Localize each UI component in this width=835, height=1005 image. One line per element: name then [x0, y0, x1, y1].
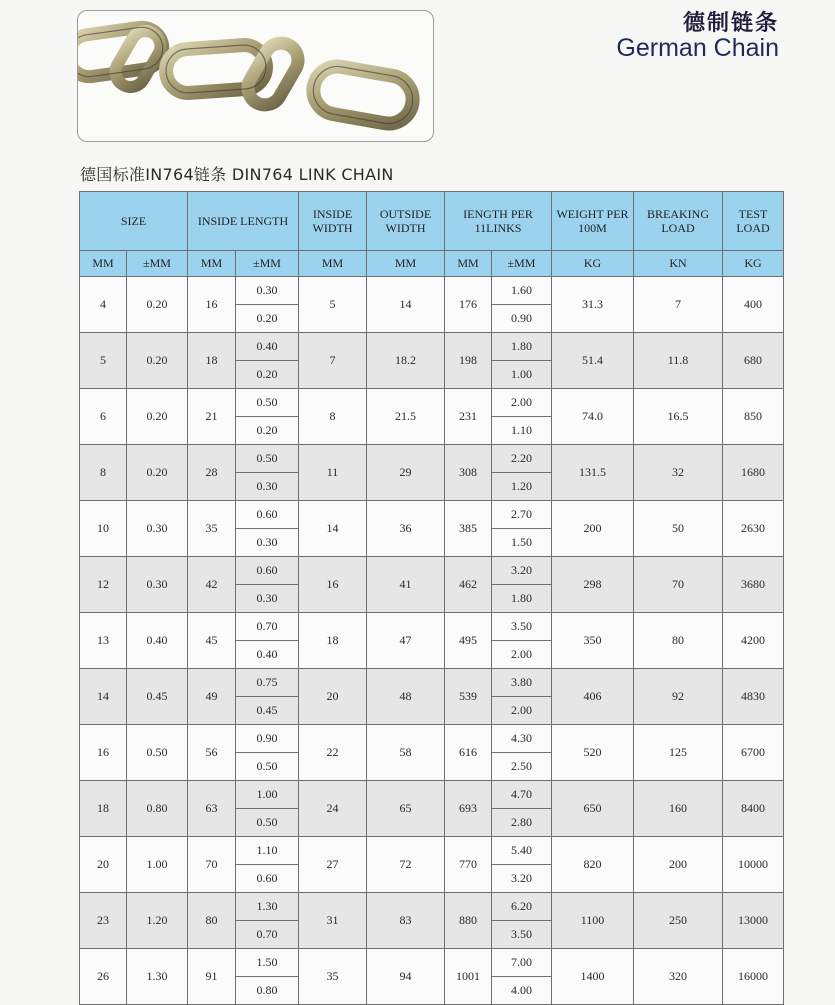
cell-breaking-load: 11.8	[634, 333, 723, 389]
cell-inside-width: 24	[299, 781, 367, 837]
cell-inside-width: 8	[299, 389, 367, 445]
cell-size: 18	[80, 781, 127, 837]
cell-length-tol-lower: 3.50	[492, 921, 552, 949]
cell-inside-length-tol-upper: 1.10	[236, 837, 299, 865]
table-row	[80, 725, 784, 753]
cell-size: 12	[80, 557, 127, 613]
cell-length-tol-upper: 4.70	[492, 781, 552, 809]
table-row	[80, 949, 784, 977]
unit-size-tol: ±MM	[127, 251, 188, 277]
cell-size: 14	[80, 669, 127, 725]
table-row	[80, 277, 784, 305]
header-row-titles	[80, 192, 784, 251]
cell-outside-width: 18.2	[367, 333, 445, 389]
chain-links-photo	[78, 11, 433, 141]
cell-weight: 406	[552, 669, 634, 725]
table-row	[80, 613, 784, 641]
cell-size-tolerance: 0.20	[127, 389, 188, 445]
cell-weight: 1100	[552, 893, 634, 949]
cell-outside-width: 83	[367, 893, 445, 949]
cell-length-tol-lower: 2.50	[492, 753, 552, 781]
cell-size: 26	[80, 949, 127, 1005]
cell-inside-length: 49	[188, 669, 236, 725]
cell-length-tol-lower: 1.80	[492, 585, 552, 613]
brand-title-english: German Chain	[616, 34, 779, 62]
cell-inside-length: 21	[188, 389, 236, 445]
cell-test-load: 4830	[723, 669, 784, 725]
cell-length-tol-lower: 3.20	[492, 865, 552, 893]
cell-outside-width: 58	[367, 725, 445, 781]
table-title: 德国标准IN764链条 DIN764 LINK CHAIN	[80, 165, 394, 184]
cell-inside-length-tol-lower: 0.40	[236, 641, 299, 669]
cell-outside-width: 29	[367, 445, 445, 501]
cell-breaking-load: 160	[634, 781, 723, 837]
cell-length-tol-lower: 1.00	[492, 361, 552, 389]
unit-len-mm: MM	[445, 251, 492, 277]
table-row	[80, 501, 784, 529]
cell-inside-width: 16	[299, 557, 367, 613]
cell-inside-width: 20	[299, 669, 367, 725]
cell-test-load: 2630	[723, 501, 784, 557]
cell-test-load: 850	[723, 389, 784, 445]
cell-weight: 520	[552, 725, 634, 781]
cell-length-tol-upper: 1.80	[492, 333, 552, 361]
header-row-units	[80, 251, 784, 277]
cell-length-tol-upper: 7.00	[492, 949, 552, 977]
cell-size: 5	[80, 333, 127, 389]
cell-inside-length-tol-upper: 0.90	[236, 725, 299, 753]
col-inside-width-header: INSIDE WIDTH	[299, 192, 367, 251]
col-outside-width-header: OUTSIDE WIDTH	[367, 192, 445, 251]
cell-length-tol-lower: 1.50	[492, 529, 552, 557]
cell-size: 13	[80, 613, 127, 669]
cell-breaking-load: 320	[634, 949, 723, 1005]
table-row	[80, 837, 784, 865]
cell-test-load: 3680	[723, 557, 784, 613]
cell-inside-width: 5	[299, 277, 367, 333]
cell-size: 20	[80, 837, 127, 893]
cell-weight: 51.4	[552, 333, 634, 389]
cell-weight: 74.0	[552, 389, 634, 445]
cell-inside-length-tol-lower: 0.50	[236, 809, 299, 837]
cell-inside-length-tol-lower: 0.30	[236, 585, 299, 613]
cell-size-tolerance: 1.20	[127, 893, 188, 949]
cell-inside-width: 31	[299, 893, 367, 949]
cell-inside-length-tol-lower: 0.50	[236, 753, 299, 781]
cell-inside-length-tol-lower: 0.20	[236, 417, 299, 445]
cell-length-per-11: 231	[445, 389, 492, 445]
col-size-header: SIZE	[80, 192, 188, 251]
cell-size-tolerance: 0.20	[127, 445, 188, 501]
cell-length-tol-lower: 4.00	[492, 977, 552, 1005]
unit-breaking: KN	[634, 251, 723, 277]
cell-test-load: 680	[723, 333, 784, 389]
cell-inside-width: 11	[299, 445, 367, 501]
cell-inside-width: 7	[299, 333, 367, 389]
cell-outside-width: 36	[367, 501, 445, 557]
cell-inside-length-tol-upper: 1.50	[236, 949, 299, 977]
cell-breaking-load: 200	[634, 837, 723, 893]
cell-weight: 1400	[552, 949, 634, 1005]
cell-length-tol-upper: 5.40	[492, 837, 552, 865]
cell-outside-width: 48	[367, 669, 445, 725]
cell-length-tol-upper: 6.20	[492, 893, 552, 921]
cell-inside-length-tol-upper: 0.60	[236, 501, 299, 529]
unit-il-tol: ±MM	[236, 251, 299, 277]
cell-inside-length-tol-upper: 1.30	[236, 893, 299, 921]
cell-inside-length-tol-lower: 0.20	[236, 305, 299, 333]
cell-breaking-load: 250	[634, 893, 723, 949]
cell-weight: 31.3	[552, 277, 634, 333]
cell-length-tol-upper: 3.50	[492, 613, 552, 641]
cell-size: 23	[80, 893, 127, 949]
cell-inside-length-tol-upper: 0.50	[236, 389, 299, 417]
table-row	[80, 333, 784, 361]
cell-inside-length-tol-upper: 0.75	[236, 669, 299, 697]
cell-breaking-load: 32	[634, 445, 723, 501]
table-row	[80, 445, 784, 473]
cell-test-load: 8400	[723, 781, 784, 837]
unit-len-tol: ±MM	[492, 251, 552, 277]
cell-length-tol-upper: 3.20	[492, 557, 552, 585]
cell-length-per-11: 539	[445, 669, 492, 725]
cell-inside-width: 22	[299, 725, 367, 781]
cell-test-load: 4200	[723, 613, 784, 669]
cell-weight: 820	[552, 837, 634, 893]
cell-outside-width: 47	[367, 613, 445, 669]
cell-length-tol-upper: 2.00	[492, 389, 552, 417]
unit-size-mm: MM	[80, 251, 127, 277]
cell-weight: 298	[552, 557, 634, 613]
cell-outside-width: 41	[367, 557, 445, 613]
cell-breaking-load: 80	[634, 613, 723, 669]
cell-length-per-11: 616	[445, 725, 492, 781]
cell-inside-length-tol-upper: 0.60	[236, 557, 299, 585]
cell-weight: 131.5	[552, 445, 634, 501]
cell-inside-width: 35	[299, 949, 367, 1005]
cell-outside-width: 72	[367, 837, 445, 893]
cell-inside-length: 45	[188, 613, 236, 669]
brand-title-chinese: 德制链条	[682, 11, 779, 36]
cell-length-tol-lower: 2.00	[492, 697, 552, 725]
cell-length-per-11: 693	[445, 781, 492, 837]
cell-length-tol-upper: 2.20	[492, 445, 552, 473]
cell-length-per-11: 176	[445, 277, 492, 333]
cell-size: 16	[80, 725, 127, 781]
cell-inside-length: 91	[188, 949, 236, 1005]
cell-inside-length-tol-upper: 0.50	[236, 445, 299, 473]
col-weight-header: WEIGHT PER 100M	[552, 192, 634, 251]
cell-outside-width: 94	[367, 949, 445, 1005]
cell-inside-length-tol-upper: 0.40	[236, 333, 299, 361]
cell-length-tol-lower: 0.90	[492, 305, 552, 333]
cell-outside-width: 21.5	[367, 389, 445, 445]
col-inside-length-header: INSIDE LENGTH	[188, 192, 299, 251]
cell-inside-width: 27	[299, 837, 367, 893]
cell-inside-length-tol-lower: 0.45	[236, 697, 299, 725]
cell-length-tol-lower: 1.20	[492, 473, 552, 501]
cell-weight: 650	[552, 781, 634, 837]
cell-size-tolerance: 0.30	[127, 557, 188, 613]
cell-inside-width: 14	[299, 501, 367, 557]
chain-spec-table	[79, 191, 784, 1005]
unit-iw-mm: MM	[299, 251, 367, 277]
cell-size-tolerance: 1.00	[127, 837, 188, 893]
cell-inside-length-tol-lower: 0.70	[236, 921, 299, 949]
cell-inside-length-tol-lower: 0.30	[236, 473, 299, 501]
cell-inside-length: 18	[188, 333, 236, 389]
cell-inside-length-tol-lower: 0.80	[236, 977, 299, 1005]
cell-size-tolerance: 1.30	[127, 949, 188, 1005]
cell-inside-length: 63	[188, 781, 236, 837]
cell-test-load: 10000	[723, 837, 784, 893]
col-test-load-header: TEST LOAD	[723, 192, 784, 251]
cell-test-load: 16000	[723, 949, 784, 1005]
cell-outside-width: 14	[367, 277, 445, 333]
unit-weight: KG	[552, 251, 634, 277]
cell-size-tolerance: 0.80	[127, 781, 188, 837]
cell-size-tolerance: 0.30	[127, 501, 188, 557]
table-row	[80, 557, 784, 585]
cell-weight: 200	[552, 501, 634, 557]
cell-size: 8	[80, 445, 127, 501]
cell-size-tolerance: 0.20	[127, 277, 188, 333]
cell-inside-length: 80	[188, 893, 236, 949]
cell-size-tolerance: 0.45	[127, 669, 188, 725]
cell-breaking-load: 16.5	[634, 389, 723, 445]
cell-length-tol-lower: 1.10	[492, 417, 552, 445]
cell-breaking-load: 70	[634, 557, 723, 613]
cell-inside-width: 18	[299, 613, 367, 669]
unit-il-mm: MM	[188, 251, 236, 277]
cell-length-per-11: 385	[445, 501, 492, 557]
cell-length-per-11: 462	[445, 557, 492, 613]
cell-length-per-11: 198	[445, 333, 492, 389]
col-length-per-11-header: IENGTH PER 11LINKS	[445, 192, 552, 251]
cell-inside-length: 35	[188, 501, 236, 557]
cell-inside-length-tol-lower: 0.60	[236, 865, 299, 893]
cell-test-load: 1680	[723, 445, 784, 501]
cell-length-tol-upper: 4.30	[492, 725, 552, 753]
cell-test-load: 6700	[723, 725, 784, 781]
cell-inside-length: 28	[188, 445, 236, 501]
cell-size: 4	[80, 277, 127, 333]
cell-breaking-load: 7	[634, 277, 723, 333]
cell-test-load: 400	[723, 277, 784, 333]
cell-inside-length-tol-upper: 1.00	[236, 781, 299, 809]
cell-length-per-11: 1001	[445, 949, 492, 1005]
cell-inside-length: 42	[188, 557, 236, 613]
cell-inside-length-tol-lower: 0.30	[236, 529, 299, 557]
chain-photo	[77, 10, 434, 142]
cell-breaking-load: 92	[634, 669, 723, 725]
unit-test: KG	[723, 251, 784, 277]
cell-size-tolerance: 0.40	[127, 613, 188, 669]
table-row	[80, 781, 784, 809]
cell-inside-length: 16	[188, 277, 236, 333]
cell-size: 6	[80, 389, 127, 445]
cell-length-per-11: 308	[445, 445, 492, 501]
unit-ow-mm: MM	[367, 251, 445, 277]
cell-size: 10	[80, 501, 127, 557]
cell-length-tol-upper: 1.60	[492, 277, 552, 305]
cell-inside-length-tol-upper: 0.30	[236, 277, 299, 305]
cell-length-per-11: 770	[445, 837, 492, 893]
table-body	[80, 277, 784, 1005]
cell-breaking-load: 50	[634, 501, 723, 557]
cell-weight: 350	[552, 613, 634, 669]
cell-length-tol-lower: 2.00	[492, 641, 552, 669]
cell-inside-length: 70	[188, 837, 236, 893]
cell-breaking-load: 125	[634, 725, 723, 781]
table-row	[80, 893, 784, 921]
table-row	[80, 389, 784, 417]
cell-length-per-11: 880	[445, 893, 492, 949]
cell-test-load: 13000	[723, 893, 784, 949]
cell-inside-length-tol-upper: 0.70	[236, 613, 299, 641]
col-breaking-load-header: BREAKING LOAD	[634, 192, 723, 251]
cell-inside-length: 56	[188, 725, 236, 781]
cell-length-tol-lower: 2.80	[492, 809, 552, 837]
table-row	[80, 669, 784, 697]
cell-size-tolerance: 0.20	[127, 333, 188, 389]
cell-outside-width: 65	[367, 781, 445, 837]
cell-length-tol-upper: 3.80	[492, 669, 552, 697]
cell-length-tol-upper: 2.70	[492, 501, 552, 529]
cell-size-tolerance: 0.50	[127, 725, 188, 781]
cell-inside-length-tol-lower: 0.20	[236, 361, 299, 389]
cell-length-per-11: 495	[445, 613, 492, 669]
